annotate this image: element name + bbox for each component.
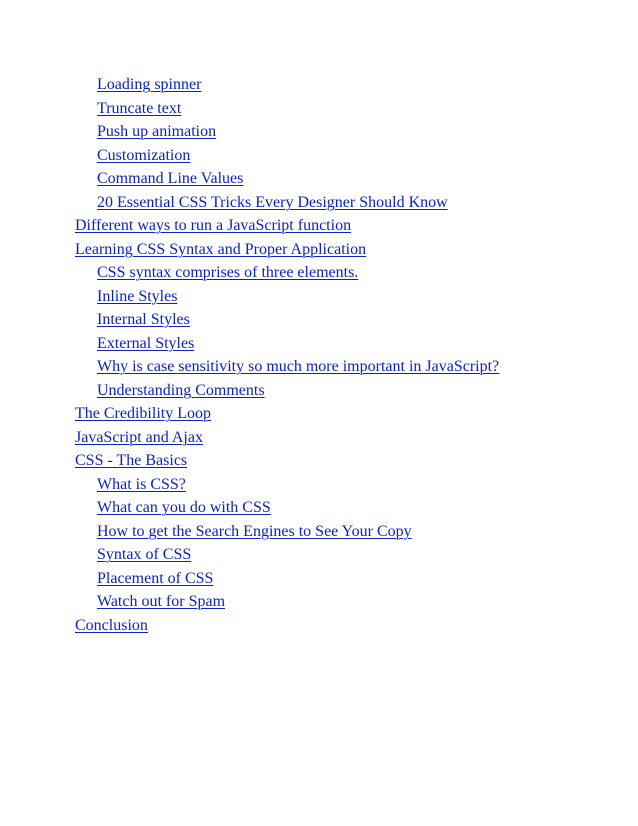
table-of-contents [0, 73, 638, 637]
toc-entry [0, 97, 638, 121]
toc-link-css-syntax-elements[interactable]: CSS syntax comprises of three elements. [97, 264, 359, 281]
toc-link-what-is-css[interactable]: What is CSS? [97, 475, 186, 493]
toc-entry [0, 567, 638, 591]
toc-link-command-line-values[interactable]: Command Line Values [97, 170, 244, 187]
toc-entry [0, 402, 638, 426]
toc-link-search-engines-copy[interactable]: How to get the Search Engines to See Your Copy [97, 522, 412, 540]
toc-link-credibility-loop[interactable]: The Credibility Loop [75, 405, 211, 422]
toc-link-watch-out-for-spam[interactable]: Watch out for Spam [97, 593, 226, 610]
toc-link-css-the-basics[interactable]: CSS - The Basics [75, 452, 188, 469]
toc-entry [0, 144, 638, 168]
toc-entry [0, 308, 638, 332]
toc-entry [0, 238, 638, 262]
toc-entry [0, 426, 638, 450]
toc-entry [0, 355, 638, 379]
toc-entry [0, 191, 638, 215]
toc-entry [0, 590, 638, 614]
toc-link-placement-of-css[interactable]: Placement of CSS [97, 569, 214, 587]
toc-link-syntax-of-css[interactable]: Syntax of CSS [97, 546, 192, 563]
toc-link-conclusion[interactable]: Conclusion [75, 616, 148, 634]
toc-entry [0, 543, 638, 567]
toc-link-external-styles[interactable]: External Styles [97, 334, 195, 352]
toc-entry [0, 73, 638, 97]
toc-entry [0, 496, 638, 520]
toc-entry [0, 520, 638, 544]
toc-entry [0, 167, 638, 191]
toc-link-case-sensitivity[interactable]: Why is case sensitivity so much more important in JavaScript? [97, 358, 500, 375]
toc-entry [0, 449, 638, 473]
toc-entry [0, 285, 638, 309]
toc-link-learning-css-syntax[interactable]: Learning CSS Syntax and Proper Application [75, 240, 367, 258]
toc-entry [0, 214, 638, 238]
toc-link-loading-spinner[interactable]: Loading spinner [97, 76, 202, 93]
toc-entry [0, 379, 638, 403]
toc-link-customization[interactable]: Customization [97, 146, 191, 164]
toc-link-truncate-text[interactable]: Truncate text [97, 99, 182, 117]
toc-entry [0, 614, 638, 638]
toc-entry [0, 473, 638, 497]
toc-link-run-javascript-function[interactable]: Different ways to run a JavaScript function [75, 217, 352, 234]
toc-link-javascript-and-ajax[interactable]: JavaScript and Ajax [75, 428, 203, 446]
toc-link-inline-styles[interactable]: Inline Styles [97, 287, 178, 305]
toc-link-understanding-comments[interactable]: Understanding Comments [97, 381, 265, 399]
toc-link-push-up-animation[interactable]: Push up animation [97, 123, 217, 140]
toc-link-internal-styles[interactable]: Internal Styles [97, 311, 190, 328]
toc-entry [0, 332, 638, 356]
toc-entry [0, 120, 638, 144]
toc-entry [0, 261, 638, 285]
toc-link-what-can-you-do-with-css[interactable]: What can you do with CSS [97, 499, 271, 516]
toc-link-20-essential-css-tricks[interactable]: 20 Essential CSS Tricks Every Designer Should Know [97, 193, 448, 211]
